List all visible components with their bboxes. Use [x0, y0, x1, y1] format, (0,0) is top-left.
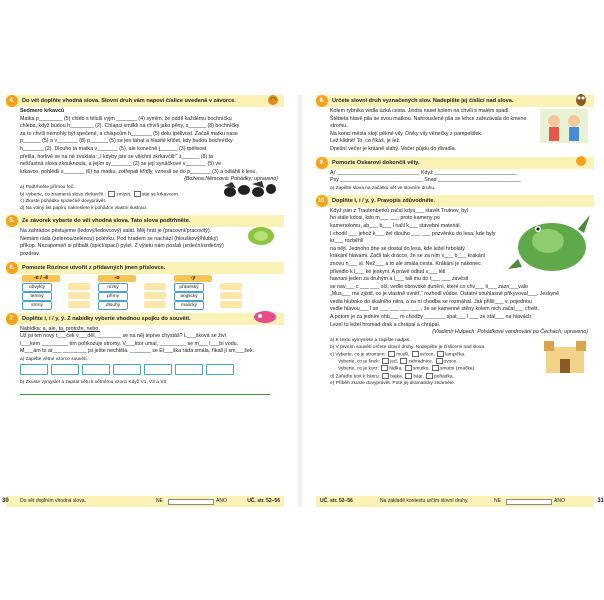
- task-4-sub-b: b) Vyberte, co znamená slovo zkrkavčit :: [20, 192, 106, 198]
- word-tag: přímý: [98, 292, 128, 301]
- task-4-source: (Božena Němcová: Pohádky; upraveno): [184, 176, 278, 183]
- children-illustration-icon: [540, 109, 588, 143]
- formula-box[interactable]: [175, 364, 203, 375]
- answer-field[interactable]: [220, 292, 242, 299]
- left-footer-ref: UČ. str. 52–56: [247, 498, 280, 504]
- right-footer-ref: UČ. str. 52–56: [320, 498, 353, 504]
- right-footer-text: Na základě kontextu určím slovní druhy.: [380, 498, 469, 504]
- task-10-sub-c2: Vyberte, co je šnek:: [338, 359, 380, 365]
- word-tag: nízký: [98, 283, 128, 292]
- task-8: [316, 95, 594, 154]
- task-10-sub-d: d) Zařaďte text k žánru:: [330, 373, 380, 379]
- left-footer: [6, 496, 284, 507]
- option-checkbox[interactable]: [412, 351, 419, 357]
- task-10-line-11: „Mus___ me zjistit, co je vlastně uvnitř,“ rozhodl vůdce. Ostatní souhlasně přikyvoval___. Jeskyně: [330, 291, 560, 298]
- task-7-number: 7.: [6, 313, 18, 325]
- oskar-icon: [574, 154, 588, 168]
- task-8-title: Určete slovní druh vyznačených slov. Nadepište jej číslicí nad slova.: [332, 98, 514, 104]
- task-10-source: (Vladimír Hulpach: Pohádkové vandrování po Čechách; upraveno): [432, 329, 588, 336]
- task-9-title: Pomozte Oskarovi dokončit věty.: [332, 159, 420, 166]
- right-page: [316, 95, 604, 507]
- leaf-icon: [266, 93, 280, 107]
- option-label: lampička.: [445, 352, 466, 358]
- task-5-line-3: příkop. Nezapomeň si přibalit (spící/spací) pytel. Z výletu nám poslali (srdeční/srdečný) pozdrav.: [20, 243, 224, 257]
- option-checkbox[interactable]: [405, 365, 412, 371]
- task-4-line-2: chleba, když budou h________ (2). Chlapci smilkli na chvíli jako pěny, s______ (8) bochníčky: [20, 123, 240, 130]
- option-checkbox[interactable]: [432, 365, 439, 371]
- left-page: [2, 95, 284, 507]
- answer-field[interactable]: [144, 292, 166, 299]
- task-10-sub-c3: Vyberte, co je kurz:: [338, 366, 379, 372]
- task-4-line-1: Matka p________ (5) chléb s tělulš vyjm _______ (4) symlm, že oddíl každému bochníčku: [20, 115, 232, 122]
- word-tag: obvyklý: [22, 283, 52, 292]
- column-header: -y: [174, 275, 212, 282]
- option-checkbox[interactable]: [405, 373, 412, 379]
- option-checkbox[interactable]: [437, 351, 444, 357]
- task-10-sub-c1: c) Vyberte, co je stromem:: [330, 352, 386, 358]
- option-label: báje,: [413, 373, 424, 379]
- task-7-line-3: M___ám to ar___ ________ jsi ješte nechtěla. _______ se El___ška ráda smála, říkali jí sm___šek.: [20, 348, 255, 355]
- castle-illustration-icon: [540, 333, 590, 375]
- option-label: řádka,: [389, 366, 403, 372]
- task-8-line-3: Na konci města stojí pěkné vily. Dívky vily věnečky z pampelišek.: [330, 130, 483, 137]
- task-8-number: 8.: [316, 95, 328, 107]
- formula-box[interactable]: [113, 364, 141, 375]
- option-checkbox[interactable]: [400, 358, 407, 364]
- formula-box[interactable]: [51, 364, 79, 375]
- right-page-number: 31: [597, 498, 604, 504]
- task-8-line-5: Dnešní večer je krásně vlahý. Večer půjdu do divadla.: [330, 145, 457, 152]
- task-6: [6, 262, 284, 310]
- task-10-line-15: Lezel tu ležel hromad drak a chrápal a chrápal.: [330, 321, 441, 328]
- task-9-number: 9.: [316, 157, 328, 169]
- answer-field[interactable]: [68, 292, 90, 299]
- task-9-note: a) Zapište slova na začátku vět ve slovním druhu.: [330, 185, 436, 191]
- candy-icon: [252, 310, 278, 324]
- task-5-line-1: Na zahrádce pěstujeme (ledový/ledovcový) salát. Měj hrát je (pracovní/pracovitý).: [20, 228, 212, 235]
- task-4-title: Do vět doplňte vhodná slova. Slovní druh vám napoví číslice uvedená v závorce.: [22, 98, 236, 104]
- right-footer-no: NE: [494, 498, 501, 504]
- task-4-line-5: h_______ (2). Dlouho ta matka v_______ (5), ale konečně j______ (3) tpělivost: [20, 145, 207, 152]
- left-page-number: 30: [2, 498, 9, 504]
- formula-box[interactable]: [20, 364, 48, 375]
- adverb-table: [20, 275, 248, 310]
- formula-box[interactable]: [206, 364, 234, 375]
- task-9-line-2: Psy ____________________________ Snad ____________________________: [330, 177, 521, 184]
- word-tag: temný: [22, 292, 52, 301]
- answer-field[interactable]: [144, 283, 166, 290]
- task-10-line-1: Když pán z Trautenberků začal kdys___ stavět Trutnov, byl: [330, 207, 468, 214]
- option-label: smutní (značka).: [440, 366, 476, 372]
- task-7-line-2: l___kem _________ tím pohkozuje stromy. V___ktor umal, _________ se m___ l___bí vodu.: [20, 340, 239, 347]
- task-7-line-1: Už jsi ten nový t___ček v___děl, ________ se na něj teprve chystáš? L___šková se živí: [20, 333, 227, 340]
- task-4-header: [6, 95, 284, 107]
- task-9-line-1: Ať ____________________________ Když ____________________________: [330, 169, 517, 176]
- formula-box[interactable]: [82, 364, 110, 375]
- task-5-number: 5.: [6, 215, 18, 227]
- left-footer-yes: ANO: [216, 498, 227, 504]
- option-checkbox[interactable]: [436, 358, 443, 364]
- option-checkbox[interactable]: [134, 191, 141, 197]
- task-7-title: Doplňte i, í / y, ý. Z nabídky vyberte vhodnou spojku do souvětí.: [22, 315, 191, 322]
- task-4-sub-a: a) Podtrhněte přímou řeč.: [20, 184, 75, 190]
- task-7-sub-b: b) Zkuste vymyslet a zapsat větu k větnému vzorci Když V1, V2 a V3.: [20, 379, 168, 385]
- self-assessment-scale[interactable]: [168, 499, 214, 505]
- option-checkbox[interactable]: [426, 373, 433, 379]
- option-checkbox[interactable]: [381, 365, 388, 371]
- option-label: ovoce.: [443, 359, 458, 365]
- option-label: mudlí,: [396, 352, 410, 358]
- task-7-sub-a: a) Zapište větné vzorce souvětí.: [20, 356, 88, 362]
- task-10-line-10: se nav___ c ___ ___ oči, vedle obrovské dunění, které co chv___ li___ zazn___valo: [330, 283, 528, 290]
- task-4-line-7: nešťastná slova zkouknoula, a jejím sy_______ (2) se její synáčkové v_______ (5) ve: [20, 161, 222, 168]
- word-tag: strmý: [22, 301, 52, 310]
- task-8-line-4: Lež klidně! To, co říkáš, je lež.: [330, 138, 401, 145]
- right-footer: [316, 496, 594, 507]
- task-10-line-14: A potom je za jedním ohb___ m chodby _______ spat___ l ___ ze stál___ na hlavách: [330, 314, 532, 321]
- option-label: svícen,: [419, 352, 435, 358]
- task-4-line-6: přešla, horlivě se na ně zvuklala: „I kdyby jste se všichni zkrkavčili!“ z______ (8) ta: [20, 153, 214, 160]
- task-9: [316, 157, 594, 192]
- right-footer-yes: ANO: [554, 498, 565, 504]
- task-4-sub-c: c) Zkuste pohádku společně dovyprávět.: [20, 199, 107, 205]
- task-6-title: Pomozte Rózince utvořit z přídavných jmen příslovce.: [22, 264, 166, 271]
- answer-field[interactable]: [144, 301, 166, 308]
- task-10-line-13: vedle hlavou___ l se ___ ___ ___ ___ , že se kamenné stěny kolem nich začal___ chvět.: [330, 306, 540, 313]
- lettuce-icon: [246, 225, 276, 247]
- task-10-line-6: krákání hlavami. Začli tak drácce, že se za ním v___ b___ krákání: [330, 253, 486, 260]
- dragon-illustration-icon: [508, 209, 592, 275]
- option-label: jed,: [390, 359, 399, 365]
- answer-field[interactable]: [220, 301, 242, 308]
- task-10-line-2: ho stále kdosi, kdo m___ ___ proto kameny po: [330, 215, 440, 222]
- task-5: [6, 215, 284, 258]
- task-10-line-8: přivedlo k l___ ké jeskyni. A právě odtud v___ létl: [330, 268, 446, 275]
- column-header: -o: [98, 275, 136, 282]
- task-10-line-3: kamenolomu, ab___ b___ l nalil k___ stavební materiál.: [330, 222, 462, 229]
- option-checkbox[interactable]: [388, 351, 395, 357]
- formula-box[interactable]: [144, 364, 172, 375]
- option-label: smutko,: [412, 366, 430, 372]
- task-4-opt-2: stát se krkavcem.: [141, 192, 180, 198]
- option-checkbox[interactable]: [382, 358, 389, 364]
- task-10-title: Doplňte i, í / y, ý. Pravopis zdůvodněte.: [332, 197, 436, 204]
- column-header: -e / -ě: [22, 275, 60, 282]
- task-4-number: 4.: [6, 95, 18, 107]
- word-tag: dlouhý: [98, 301, 128, 310]
- task-7-offer: Nabídka: a, ale, ta, protože, nebo.: [20, 325, 100, 332]
- task-10-line-5: na nějt. Jednoho dne se dostal do lesa, kde ležel hrbolatý: [330, 245, 465, 252]
- task-4-sub-d: d) Na volný list papíru nakreslete k pohádce vlastní ilustraci.: [20, 206, 148, 212]
- self-assessment-scale[interactable]: [506, 499, 552, 505]
- task-4-line-8: krkavce, pohlédli s_______ (6) na matku, zotřepali křídly, vznesli se do p_______ (3) a odtáhli k lesu.: [20, 168, 257, 175]
- option-label: pohádka.: [434, 373, 454, 379]
- task-5-title: Ze závorek vyberte do vět vhodná slova. Tato slova podtrhněte.: [22, 218, 191, 225]
- task-4-opt-1: zmizet,: [116, 192, 132, 198]
- ravens-illustration-icon: [222, 178, 278, 200]
- book-gutter: [296, 95, 304, 507]
- task-5-line-2: Nemám ráda (zelenou/zelenou) polévku. Pod hradem se nachází (hlouškový/hlubký): [20, 235, 219, 242]
- word-tag: přátelský: [174, 283, 204, 292]
- owl-icon: [574, 92, 588, 106]
- task-4-subtitle: Sedmero krkavců: [20, 108, 65, 114]
- task-10-line-4: I chodil ___ jehož k___ žel dlouho ___ ___ pozvěnku do lesa, kde byly kr___ rozběhlí: [330, 230, 496, 245]
- option-label: zahradnice,: [408, 359, 434, 365]
- answer-field[interactable]: [68, 283, 90, 290]
- task-10-sub-a: a) K textu vymyslete a zapište nadpis.: [330, 337, 411, 343]
- task-10-line-7: znovu n___ sl. Než___ a to ale smála cesta. Krákání je nakonec: [330, 260, 481, 267]
- task-10-sub-b: b) V prvním souvětí určete slovní druhy. Nadepište je číslicemi nad slova.: [330, 344, 486, 350]
- task-8-line-1: Kolem rybníka vedla úzká cesta. Jindra nasel kolem na chvíli s malém spadl.: [330, 108, 510, 114]
- task-7: [6, 313, 284, 395]
- answer-field[interactable]: [220, 283, 242, 290]
- task-8-line-2: Štěbeta hlavě pila se svou matkou. Nahrouslené pila se lehce zařezávala do kmene stromu.: [330, 115, 527, 130]
- left-footer-text: Do vět doplním vhodná slova.: [20, 498, 86, 504]
- task-4-line-3: za to chvíli nemohly být spečené, a chlapcům h_______ (5) dolu tpělivost. Začali matku nase: [20, 130, 238, 137]
- word-tag: anglický: [174, 292, 204, 301]
- task-10-sub-e: e) Příběh zkuste dovyprávět. Poté jej dramaticky ztvárněte.: [330, 380, 456, 386]
- task-6-number: 6.: [6, 262, 18, 274]
- answer-line[interactable]: [20, 388, 270, 395]
- task-4: [6, 95, 284, 212]
- word-tag: malický: [174, 301, 204, 310]
- task-10-number: 10.: [316, 195, 328, 207]
- task-4-line-4: p______ (5) a v_______ (8) p______ (5) se jen tahat a hlasité křičet, kdy budou bochníčky: [20, 138, 233, 145]
- option-checkbox[interactable]: [382, 373, 389, 379]
- task-10-line-9: havrani jeden za druhým a l___ tali mu do t___ ___ zavěsit: [330, 276, 469, 283]
- option-checkbox[interactable]: [108, 191, 115, 197]
- left-footer-no: NE: [156, 498, 163, 504]
- answer-field[interactable]: [68, 301, 90, 308]
- option-label: bajka,: [390, 373, 404, 379]
- task-10-line-12: vedla hluboko do skalního nitra, a za ní chodba se rozmáhal. Jak přišli___ v, pojednou: [330, 298, 532, 305]
- task-10: [316, 195, 594, 387]
